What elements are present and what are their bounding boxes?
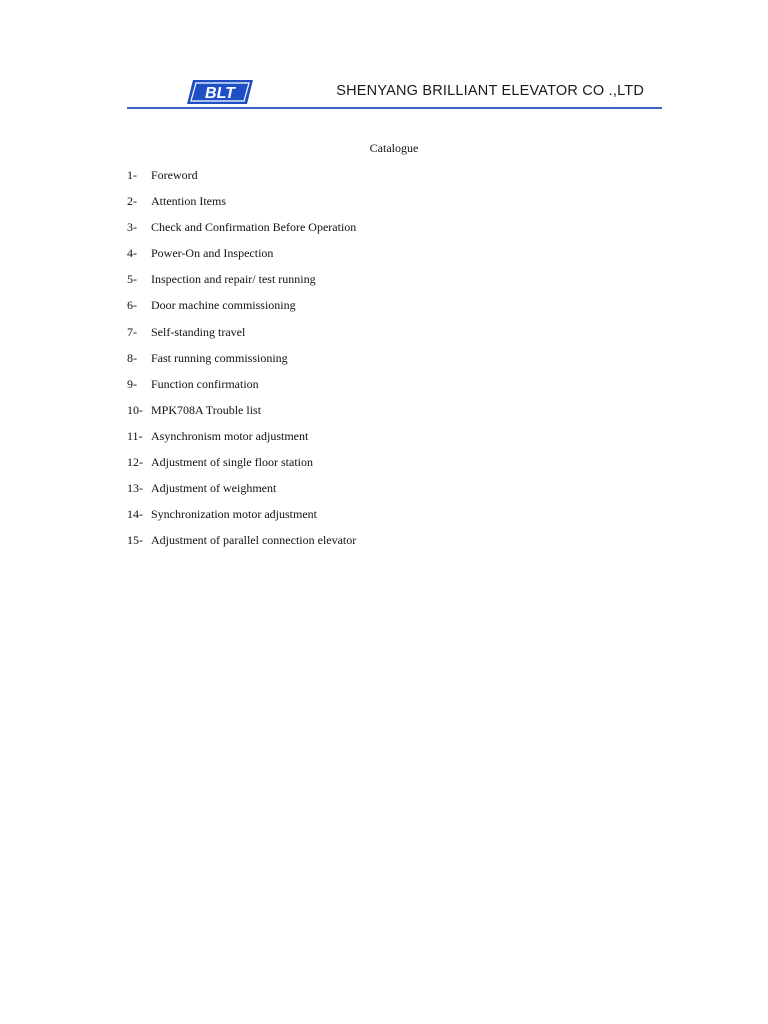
header-divider [127, 107, 662, 109]
toc-item-label: Attention Items [151, 194, 226, 209]
toc-item [127, 402, 647, 428]
catalogue-title: Catalogue [369, 141, 419, 155]
toc-item [127, 532, 647, 558]
toc-item-label: Foreword [151, 168, 198, 182]
toc-item [127, 219, 647, 245]
toc-item-label: Power-On and Inspection [151, 246, 274, 261]
toc-item-label: Fast running commissioning [151, 350, 288, 365]
toc-item-number: 9- [127, 376, 137, 391]
table-of-contents [127, 167, 647, 558]
toc-item [127, 454, 647, 480]
toc-item-number: 7- [127, 324, 137, 339]
toc-item [127, 245, 647, 271]
toc-item-label: MPK708A Trouble list [151, 402, 262, 417]
toc-item-number: 4- [127, 246, 137, 261]
company-name: SHENYANG BRILLIANT ELEVATOR CO .,LTD [336, 83, 644, 99]
toc-item-number: 10- [127, 402, 143, 417]
toc-item-number: 3- [127, 220, 137, 235]
toc-item-label: Function confirmation [151, 376, 259, 391]
toc-item-number: 12- [127, 455, 143, 470]
toc-item-label: Check and Confirmation Before Operation [151, 220, 357, 235]
toc-item [127, 506, 647, 532]
toc-item-number: 2- [127, 194, 137, 209]
toc-item [127, 376, 647, 402]
toc-item-number: 5- [127, 272, 137, 287]
toc-item-number: 6- [127, 298, 137, 313]
toc-item [127, 480, 647, 506]
toc-item-number: 8- [127, 350, 137, 365]
toc-item-number: 13- [127, 481, 143, 496]
toc-item-label: Inspection and repair/ test running [151, 272, 316, 287]
toc-item [127, 297, 647, 323]
toc-item [127, 167, 647, 193]
toc-item [127, 271, 647, 297]
toc-item [127, 428, 647, 454]
toc-item-number: 1- [127, 168, 137, 182]
toc-item [127, 324, 647, 350]
toc-item-label: Adjustment of parallel connection elevator [151, 533, 357, 548]
logo-text: BLT [205, 85, 235, 102]
toc-item-label: Asynchronism motor adjustment [151, 428, 309, 443]
toc-item-number: 11- [127, 428, 143, 443]
toc-item-number: 15- [127, 533, 143, 548]
blt-logo [187, 80, 253, 104]
toc-item [127, 193, 647, 219]
page-header [127, 76, 662, 108]
toc-item-label: Adjustment of weighment [151, 481, 277, 496]
toc-item-number: 14- [127, 507, 143, 522]
toc-item-label: Adjustment of single floor station [151, 455, 313, 470]
toc-item-label: Self-standing travel [151, 324, 246, 339]
toc-item [127, 350, 647, 376]
toc-item-label: Synchronization motor adjustment [151, 507, 317, 522]
toc-item-label: Door machine commissioning [151, 298, 296, 313]
